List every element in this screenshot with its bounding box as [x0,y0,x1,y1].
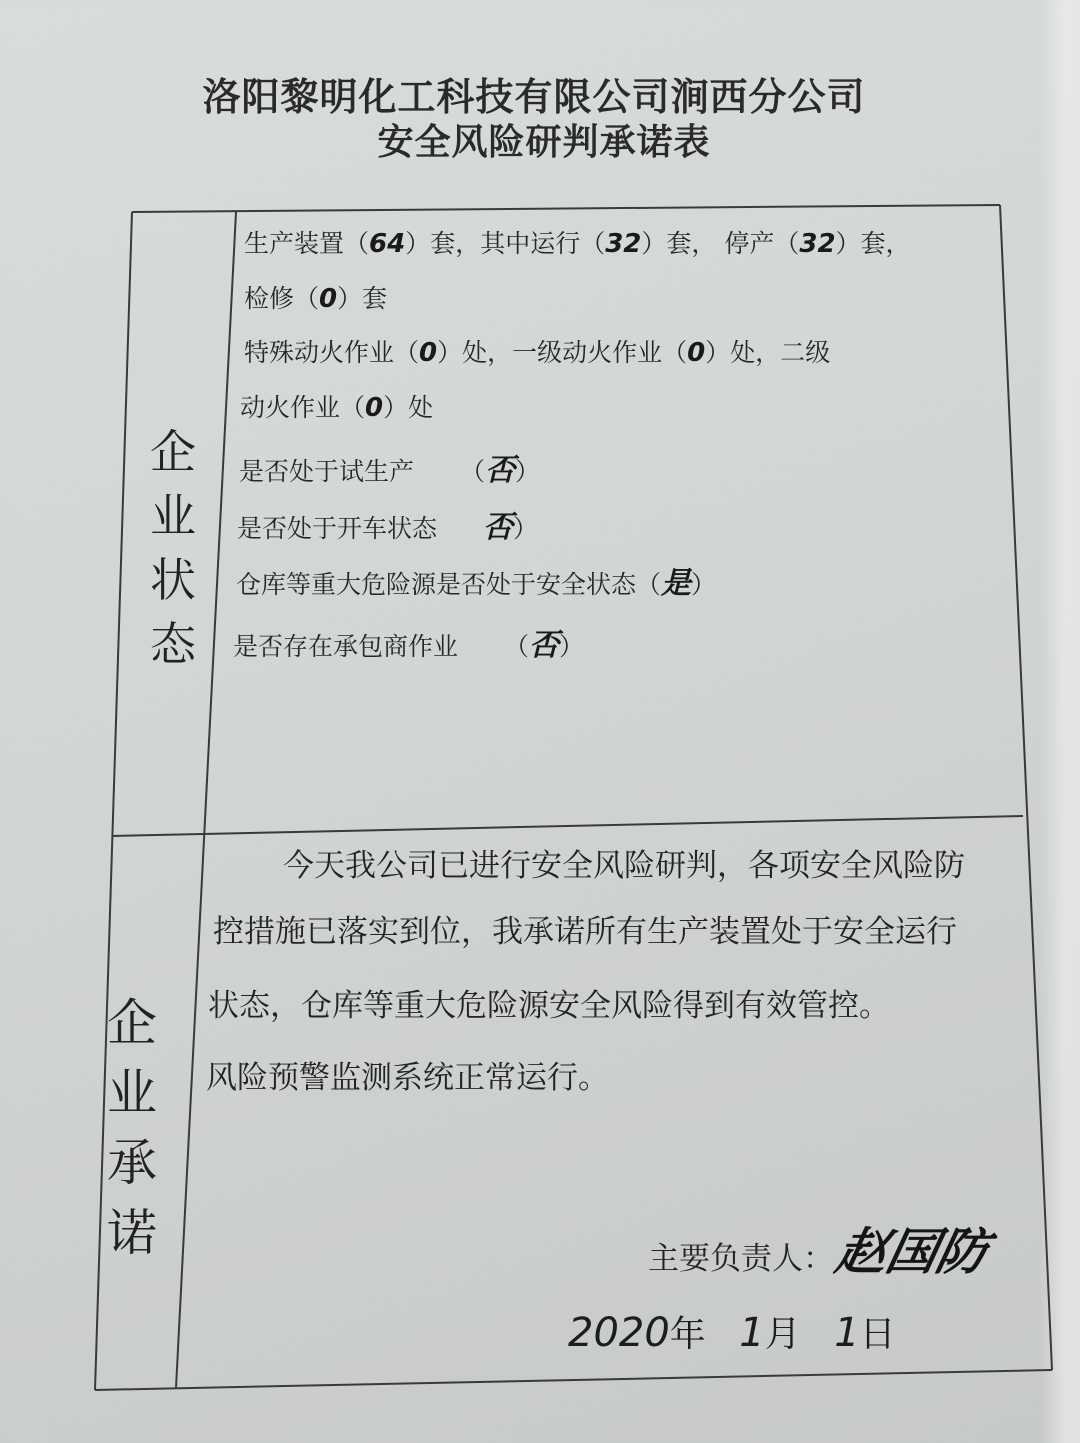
text: 动火作业（ [240,393,366,422]
promise-line-4: 风险预警监测系统正常运行。 [206,1060,609,1096]
devices-line [244,224,911,260]
row-divider [112,816,1023,836]
date-day: 1 [834,1310,860,1356]
text: ）处 [383,393,434,422]
text: ） [512,514,538,543]
section-label-promise [100,988,164,1268]
question-text: 是否处于开车状态 [237,514,438,543]
question-text: 是否存在承包商作业 [233,632,459,661]
startup-state-line [237,502,538,546]
label-char: 业 [150,489,196,543]
text: ）处，二级 [705,338,831,367]
form-title: 安全风险研判承诺表 [377,122,711,163]
startup-state-answer: 否 [482,510,513,545]
promise-line-3: 状态，仓库等重大危险源安全风险得到有效管控。 [208,988,890,1024]
handwritten-signature: 赵国防 [830,1223,994,1281]
text: ）套，其中运行（ [405,229,606,258]
maintenance-line [244,279,387,315]
text: ） [691,570,717,599]
label-char: 企 [107,994,157,1052]
text: 生产装置（ [244,229,370,258]
level1-hot-work-value: 0 [687,338,706,368]
label-char: 业 [107,1064,157,1122]
special-hot-work-value: 0 [419,338,438,368]
warehouse-safe-line [236,558,716,602]
level2-hot-work-value: 0 [365,393,384,423]
text: ）套， 停产（ [641,229,800,258]
section-label-status [143,420,203,676]
warehouse-safe-answer: 是 [661,566,692,601]
label-char: 状 [150,553,196,607]
devices-total-value: 64 [369,229,406,259]
text: 检修（ [244,284,320,313]
label-char: 诺 [107,1204,157,1262]
table-border-bottom [95,1370,1052,1390]
text: 特殊动火作业（ [244,338,420,367]
hot-work-line-2 [240,388,433,424]
text: 日 [859,1314,896,1355]
maintenance-value: 0 [319,284,338,314]
text: ）套， [835,229,911,258]
text: ） [514,457,540,486]
devices-running-value: 32 [605,229,642,259]
trial-production-answer: 否 [484,453,515,488]
text: （ [503,632,529,661]
responsible-person-label: 主要负责人： [648,1241,834,1277]
hot-work-line-1 [244,333,830,369]
promise-line-2: 控措施已落实到位，我承诺所有生产装置处于安全运行 [213,914,957,950]
text: ）处，一级动火作业（ [437,338,688,367]
table-border-top [132,205,1000,212]
text: ） [558,632,584,661]
company-name: 洛阳黎明化工科技有限公司涧西分公司 [202,75,866,119]
text: ）套 [337,284,388,313]
devices-stopped-value: 32 [799,229,836,259]
contractor-answer: 否 [528,628,559,663]
text: 月 [764,1314,801,1355]
contractor-line [233,620,584,664]
date [568,1306,896,1357]
text: 年 [669,1314,706,1355]
label-char: 企 [150,425,196,479]
label-char: 承 [107,1134,157,1192]
table-border-right [1000,205,1052,1370]
promise-line-1: 今天我公司已进行安全风险研判，各项安全风险防 [283,848,965,884]
date-year: 2020 [568,1310,670,1356]
column-divider [176,212,236,1388]
label-char: 态 [150,617,196,671]
text: （ [459,457,485,486]
trial-production-line [239,445,540,489]
question-text: 是否处于试生产 [239,457,415,486]
date-month: 1 [739,1310,765,1356]
question-text: 仓库等重大危险源是否处于安全状态（ [236,570,662,599]
